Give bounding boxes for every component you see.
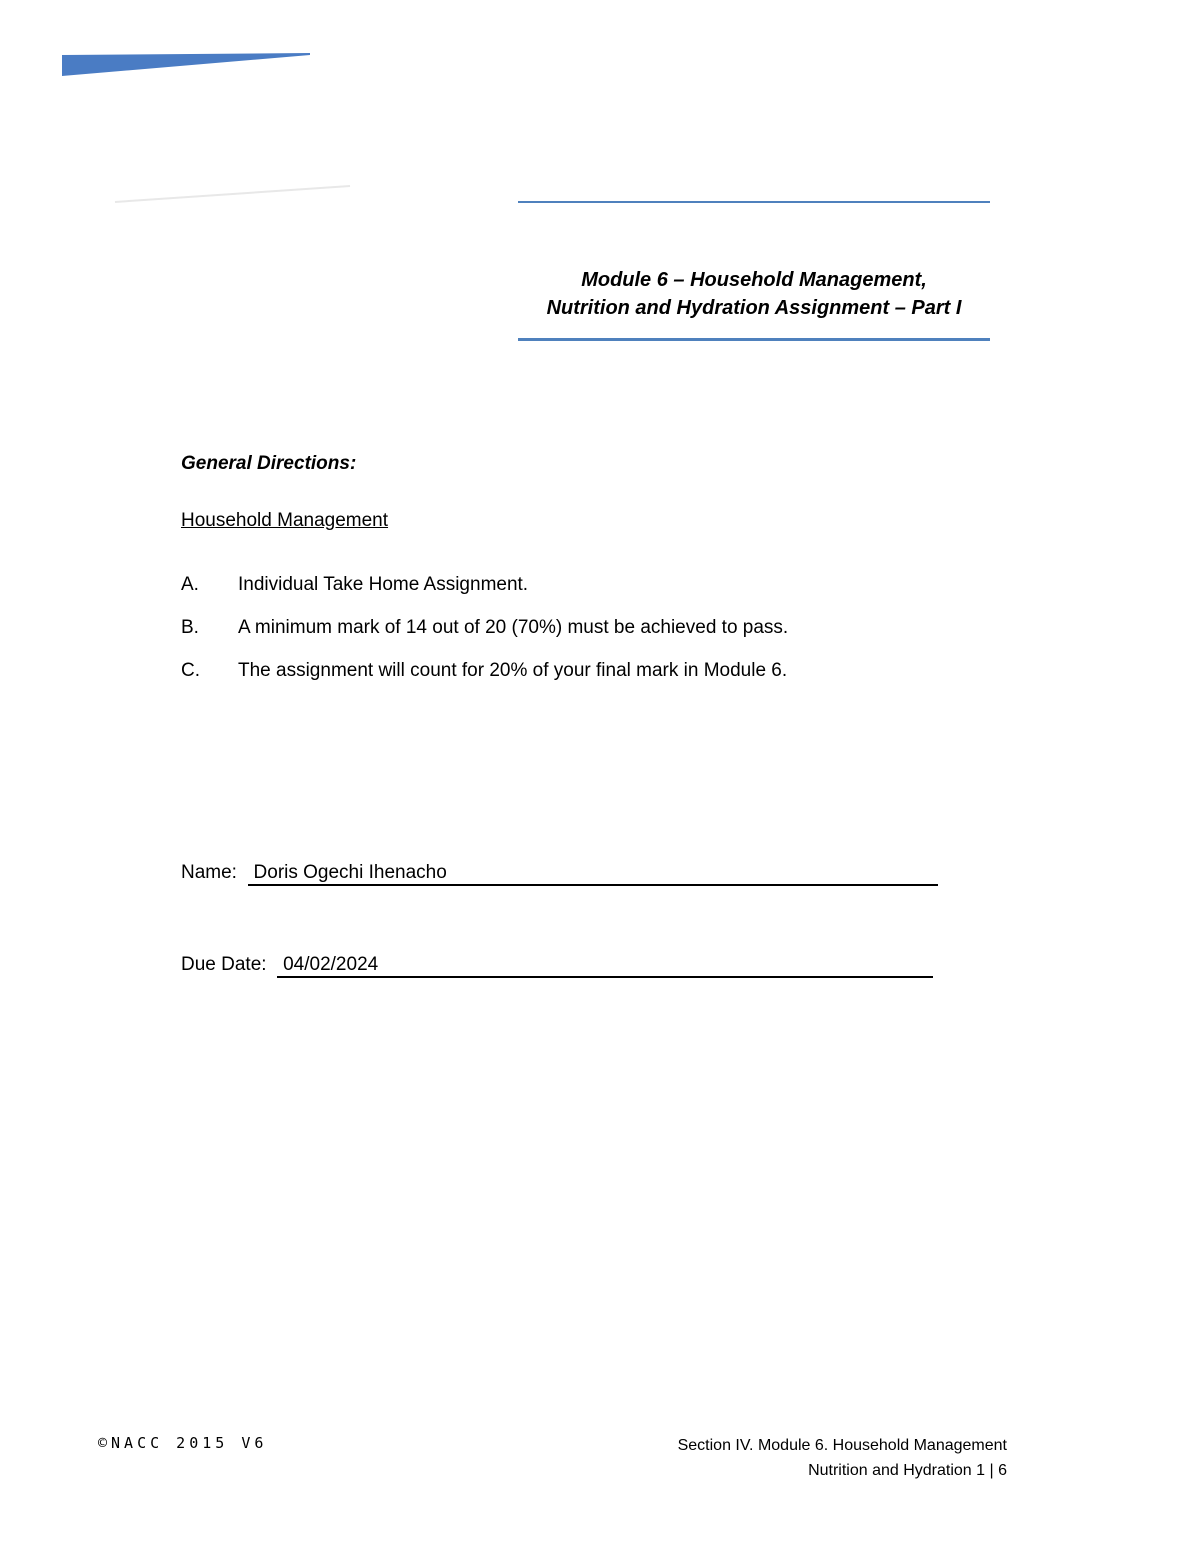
item-letter: A. — [181, 574, 199, 595]
footer-section-line-1: Section IV. Module 6. Household Management — [677, 1437, 1007, 1454]
household-management-subheading: Household Management — [181, 510, 389, 531]
item-text: Individual Take Home Assignment. — [238, 574, 529, 595]
item-letter: C. — [181, 660, 200, 681]
due-date-label: Due Date: — [181, 954, 267, 975]
general-directions-heading: General Directions: — [181, 453, 357, 474]
item-text: The assignment will count for 20% of your final mark in Module 6. — [238, 660, 788, 681]
footer-copyright: ©NACC 2015 V6 — [98, 1434, 268, 1452]
direction-item — [181, 660, 787, 682]
name-label: Name: — [181, 862, 237, 883]
title-top-rule — [518, 201, 990, 203]
due-date-value[interactable]: 04/02/2024 — [277, 954, 933, 978]
footer-section-line-2: Nutrition and Hydration 1 | 6 — [808, 1462, 1007, 1479]
direction-item — [181, 574, 528, 596]
title-bottom-rule — [518, 338, 990, 341]
page-title — [518, 266, 990, 322]
item-letter: B. — [181, 617, 199, 638]
footer-section-info — [678, 1433, 1007, 1483]
title-line-1: Module 6 – Household Management, — [581, 269, 927, 291]
direction-item — [181, 617, 788, 639]
due-date-field — [181, 954, 933, 978]
item-text: A minimum mark of 14 out of 20 (70%) must be achieved to pass. — [238, 617, 789, 638]
name-field — [181, 862, 938, 886]
title-line-2: Nutrition and Hydration Assignment – Part I — [546, 297, 962, 319]
name-value[interactable]: Doris Ogechi Ihenacho — [248, 862, 938, 886]
header-banner-shape — [0, 0, 400, 220]
